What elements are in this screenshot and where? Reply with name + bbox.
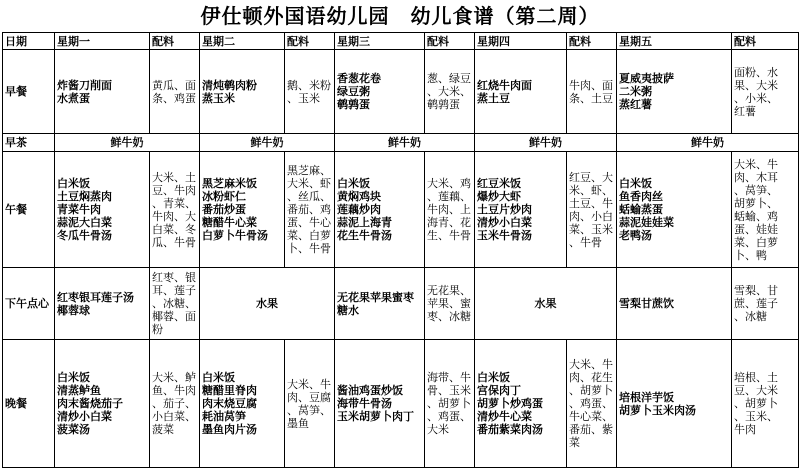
header-day-wed: 星期三 xyxy=(335,33,425,50)
header-ingredients: 配料 xyxy=(150,33,200,50)
lunch-meal-wed: 白米饭 黄焖鸡块 莲藕炒肉 蒜泥上海青 花生牛骨汤 xyxy=(335,152,425,268)
morning-tea-label: 早茶 xyxy=(3,134,55,152)
lunch-ingredients-wed: 大米、鸡 、莲藕、 牛肉、上 海青、花 生、牛骨 xyxy=(425,152,475,268)
header-day-fri: 星期五 xyxy=(617,33,732,50)
afternoon-snack-label: 下午点心 xyxy=(3,268,55,340)
lunch-ingredients-mon: 大米、土 豆、牛肉 、青菜、 牛肉、大 白菜、冬 瓜、牛骨 xyxy=(150,152,200,268)
header-ingredients: 配料 xyxy=(567,33,617,50)
breakfast-ingredients-mon: 黄瓜、面 条、鸡蛋 xyxy=(150,50,200,134)
lunch-meal-mon: 白米饭 土豆焖蒸肉 青菜牛肉 蒜泥大白菜 冬瓜牛骨汤 xyxy=(55,152,150,268)
dinner-ingredients-wed: 海带、牛 骨、玉米 、胡萝卜 、鸡蛋、 大米 xyxy=(425,340,475,468)
dinner-row xyxy=(3,340,799,468)
afternoon-ingredients-fri: 雪梨、甘 蔗、莲子 、冰糖 xyxy=(732,268,799,340)
morning-tea-thu: 鲜牛奶 xyxy=(475,134,617,152)
dinner-ingredients-mon: 大米、鲈 鱼、牛肉 、茄子、 小白菜、 菠菜 xyxy=(150,340,200,468)
afternoon-meal-wed: 无花果苹果蜜枣 糖水 xyxy=(335,268,425,340)
breakfast-ingredients-wed: 葱、绿豆 、大米、 鹌鹑蛋 xyxy=(425,50,475,134)
morning-tea-mon: 鲜牛奶 xyxy=(55,134,200,152)
afternoon-ingredients-wed: 无花果、 苹果、蜜 枣、冰糖 xyxy=(425,268,475,340)
header-day-thu: 星期四 xyxy=(475,33,567,50)
lunch-label: 午餐 xyxy=(3,152,55,268)
header-date: 日期 xyxy=(3,33,55,50)
menu-table xyxy=(2,32,799,468)
morning-tea-tue: 鲜牛奶 xyxy=(200,134,335,152)
breakfast-ingredients-thu: 牛肉、面 条、土豆 xyxy=(567,50,617,134)
lunch-meal-tue: 黑芝麻米饭 冰粉虾仁 番茄炒蛋 糖醋牛心菜 白萝卜牛骨汤 xyxy=(200,152,285,268)
header-ingredients: 配料 xyxy=(732,33,799,50)
dinner-meal-mon: 白米饭 清蒸鲈鱼 肉末酱烧茄子 清炒小白菜 菠菜汤 xyxy=(55,340,150,468)
morning-tea-fri: 鲜牛奶 xyxy=(617,134,799,152)
breakfast-label: 早餐 xyxy=(3,50,55,134)
lunch-row xyxy=(3,152,799,268)
breakfast-meal-mon: 炸酱刀削面 水煮蛋 xyxy=(55,50,150,134)
breakfast-meal-thu: 红烧牛肉面 蒸土豆 xyxy=(475,50,567,134)
lunch-meal-fri: 白米饭 鱼香肉丝 蛞蝓蒸蛋 蒜泥娃娃菜 老鸭汤 xyxy=(617,152,732,268)
breakfast-meal-tue: 清炖鹌肉粉 蒸玉米 xyxy=(200,50,285,134)
dinner-label: 晚餐 xyxy=(3,340,55,468)
header-ingredients: 配料 xyxy=(425,33,475,50)
dinner-ingredients-tue: 大米、牛 肉、豆腐 、莴笋、 墨鱼 xyxy=(285,340,335,468)
breakfast-meal-wed: 香葱花卷 绿豆粥 鹌鹑蛋 xyxy=(335,50,425,134)
afternoon-meal-fri: 雪梨甘蔗饮 xyxy=(617,268,732,340)
breakfast-row xyxy=(3,50,799,134)
afternoon-ingredients-mon: 红枣、银 耳、莲子 、冰糖、 椰蓉、面 粉 xyxy=(150,268,200,340)
morning-tea-wed: 鲜牛奶 xyxy=(335,134,475,152)
breakfast-ingredients-fri: 面粉、水 果、大米 、小米、 红薯 xyxy=(732,50,799,134)
lunch-ingredients-thu: 红豆、大 米、虾、 土豆、牛 肉、小白 菜、玉米 、牛骨 xyxy=(567,152,617,268)
lunch-ingredients-fri: 大米、牛 肉、木耳 、莴笋、 胡萝卜、 蛞蝓、鸡 蛋、娃娃 菜、白萝 卜、鸭 xyxy=(732,152,799,268)
lunch-meal-thu: 红豆米饭 爆炒大虾 土豆片炒肉 清炒小白菜 玉米牛骨汤 xyxy=(475,152,567,268)
dinner-meal-wed: 酱油鸡蛋炒饭 海带牛骨汤 玉米胡萝卜肉丁 xyxy=(335,340,425,468)
afternoon-meal-mon: 红枣银耳莲子汤 椰蓉球 xyxy=(55,268,150,340)
header-ingredients: 配料 xyxy=(285,33,335,50)
breakfast-ingredients-tue: 鹅、米粉 、玉米 xyxy=(285,50,335,134)
header-day-mon: 星期一 xyxy=(55,33,150,50)
dinner-meal-fri: 培根洋芋饭 胡萝卜玉米肉汤 xyxy=(617,340,732,468)
breakfast-meal-fri: 夏威夷披萨 二米粥 蒸红薯 xyxy=(617,50,732,134)
dinner-ingredients-fri: 培根、土 豆、大米 、胡萝卜 、玉米、 牛肉 xyxy=(732,340,799,468)
dinner-meal-tue: 白米饭 糖醋里脊肉 肉末烧豆腐 耗油莴笋 墨鱼肉片汤 xyxy=(200,340,285,468)
afternoon-item-tue: 水果 xyxy=(200,268,335,340)
lunch-ingredients-tue: 黑芝麻、 大米、虾 、丝瓜、 番茄、鸡 蛋、牛心 菜、白萝 卜、牛骨 xyxy=(285,152,335,268)
afternoon-snack-row xyxy=(3,268,799,340)
afternoon-item-thu: 水果 xyxy=(475,268,617,340)
header-day-tue: 星期二 xyxy=(200,33,285,50)
page-title: 伊仕顿外国语幼儿园 幼儿食谱（第二周） xyxy=(200,4,600,28)
morning-tea-row xyxy=(3,134,799,152)
dinner-meal-thu: 白米饭 宫保肉丁 胡萝卜炒鸡蛋 清炒牛心菜 番茄紫菜肉汤 xyxy=(475,340,567,468)
dinner-ingredients-thu: 大米、牛 肉、花生 、胡萝卜 、鸡蛋、 牛心菜、 番茄、紫 菜 xyxy=(567,340,617,468)
header-row xyxy=(3,33,799,50)
